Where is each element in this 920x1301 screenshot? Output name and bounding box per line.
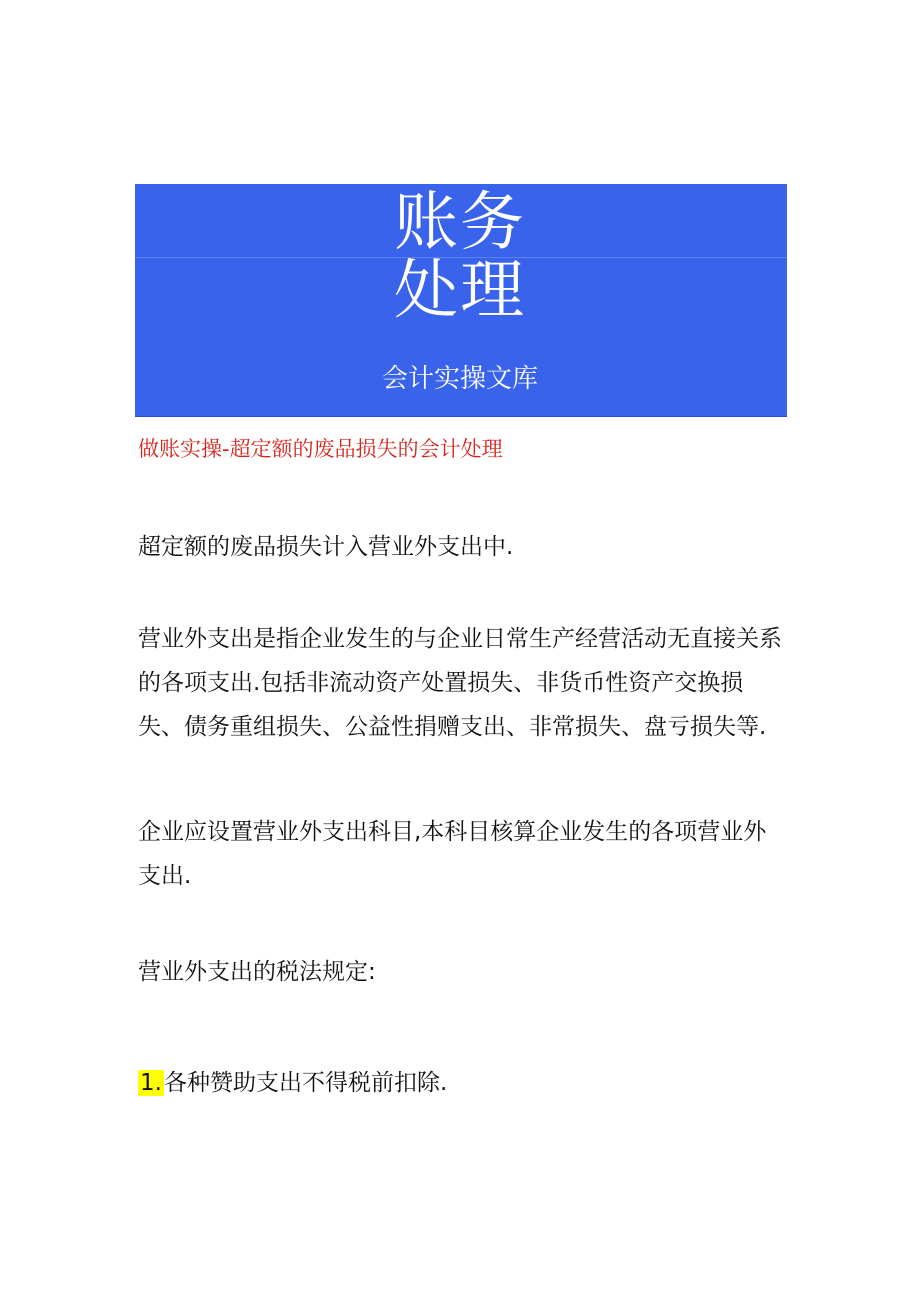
paragraph-4: 营业外支出的税法规定:	[138, 959, 376, 985]
paragraph-3: 企业应设置营业外支出科目,本科目核算企业发生的各项营业外支出.	[138, 819, 767, 889]
paragraph-1: 超定额的废品损失计入营业外支出中.	[138, 534, 514, 560]
banner-title-line2: 处理	[394, 254, 526, 328]
list-item-text: 各种赞助支出不得税前扣除.	[163, 1070, 448, 1096]
paragraph-2: 营业外支出是指企业发生的与企业日常生产经营活动无直接关系的各项支出.包括非流动资产处置损失、非货币性资产交换损失、债务重组损失、公益性捐赠支出、非常损失、盘亏损失等.	[138, 626, 782, 740]
banner-subtitle: 会计实操文库	[381, 364, 538, 394]
list-item	[138, 1061, 788, 1105]
article-title: 做账实操-超定额的废品损失的会计处理	[138, 437, 503, 461]
list-number-highlight: 1.	[140, 1070, 162, 1096]
banner-title-line1: 账务	[394, 186, 526, 260]
